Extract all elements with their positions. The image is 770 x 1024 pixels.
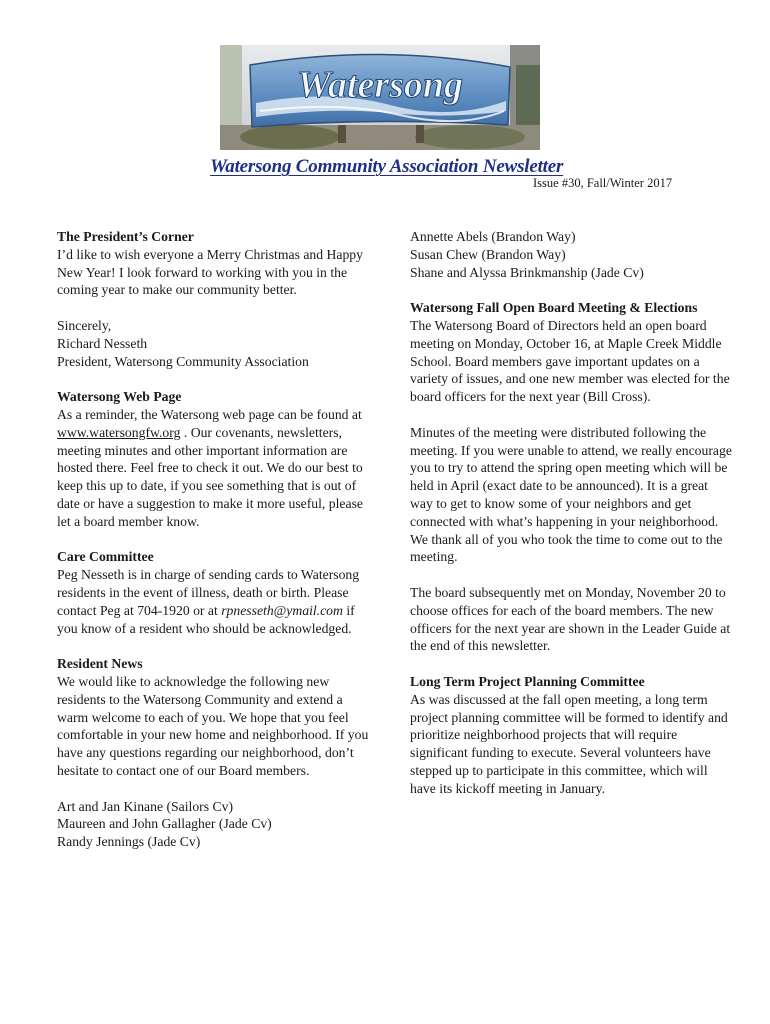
care-committee-section: [57, 548, 377, 637]
presidents-corner-section: [57, 228, 377, 370]
web-page-section: [57, 388, 377, 530]
presidents-corner-body: I’d like to wish everyone a Merry Christmas and Happy New Year! I look forward to working with you in the coming year to make our community better.: [57, 246, 363, 298]
email-address[interactable]: rpnesseth@ymail.com: [221, 602, 343, 618]
newsletter-title: Watersong Community Association Newsletter: [210, 156, 564, 177]
resident-item: Susan Chew (Brandon Way): [410, 246, 566, 262]
planning-committee-heading: Long Term Project Planning Committee: [410, 673, 645, 689]
board-meeting-paragraph-2: Minutes of the meeting were distributed following the meeting. If you were unable to attend, we really encourage you to try to attend the spring open meeting which will be held in April (exact date to be announced). It is a great way to get to know some of your neighbors and get connected with what’s happening in your neighborhood. We thank all of you who took the time to come out to the meeting.: [410, 424, 732, 565]
board-meeting-heading: Watersong Fall Open Board Meeting & Elections: [410, 300, 698, 316]
right-column: [410, 228, 732, 815]
resident-item: Shane and Alyssa Brinkmanship (Jade Cv): [410, 264, 644, 280]
resident-news-body: We would like to acknowledge the following new residents to the Watersong Community and extend a warm welcome to each of you. We hope that you feel comfortable in your new home and neighborhood. If you have any questions regarding our neighborhood, don’t hesitate to contact one of our Board members.: [57, 673, 369, 778]
resident-news-section: [57, 655, 377, 851]
signer-title: President, Watersong Community Association: [57, 353, 309, 369]
planning-committee-body: As was discussed at the fall open meeting, a long term project planning committee will be formed to identify and prioritize neighborhood projects that will require significant funding to execute. Several volunteers have stepped up to participate in this committee, which will have its kickoff meeting in January.: [410, 691, 728, 796]
presidents-corner-heading: The President’s Corner: [57, 229, 194, 244]
care-text-2: if you know of a resident who should be acknowledged.: [57, 602, 355, 636]
resident-item: Maureen and John Gallagher (Jade Cv): [57, 816, 272, 832]
board-meeting-section: [410, 299, 732, 655]
web-page-text-1: As a reminder, the Watersong web page can be found at: [57, 406, 362, 422]
closing: Sincerely,: [57, 317, 112, 333]
care-committee-heading: Care Committee: [57, 549, 154, 565]
website-link[interactable]: www.watersongfw.org: [57, 424, 181, 440]
watersong-sign-image: [220, 45, 540, 150]
resident-item: Annette Abels (Brandon Way): [410, 229, 576, 244]
web-page-heading: Watersong Web Page: [57, 389, 182, 405]
watersong-sign-photo: [220, 45, 540, 150]
resident-item: Art and Jan Kinane (Sailors Cv): [57, 798, 233, 814]
issue-label: Issue #30, Fall/Winter 2017: [533, 176, 673, 190]
sign-lettering: Watersong: [296, 64, 464, 106]
board-meeting-paragraph-1: The Watersong Board of Directors held an open board meeting on Monday, October 16, at Maple Creek Middle School. Board members gave important updates on a variety of issues, and one new member was elected for the board officers for the next year (Bill Cross).: [410, 317, 730, 405]
planning-committee-section: [410, 673, 732, 798]
signature-block: [57, 317, 377, 370]
resident-item: Randy Jennings (Jade Cv): [57, 834, 201, 850]
care-text-1: Peg Nesseth is in charge of sending cards to Watersong residents in the event of illness, death or birth. Please contact Peg at 704-1920 or at: [57, 567, 360, 618]
web-page-text-2: . Our covenants, newsletters, meeting minutes and other important information are hosted there. Feel free to check it out. We do our best to keep this up to date, if you see something that is out of date or have a suggestion to make it more useful, please let a board member know.: [57, 424, 363, 529]
board-meeting-paragraph-3: The board subsequently met on Monday, November 20 to choose offices for each of the board members. The new officers for the next year are shown in the Leader Guide at the end of this newsletter.: [410, 584, 731, 654]
left-column: [57, 228, 377, 851]
resident-list-left: [57, 798, 377, 851]
care-committee-body: [57, 566, 377, 637]
web-page-body: [57, 406, 377, 531]
signer-name: Richard Nesseth: [57, 335, 148, 351]
resident-news-heading: Resident News: [57, 656, 143, 672]
resident-list-right: [410, 228, 732, 281]
